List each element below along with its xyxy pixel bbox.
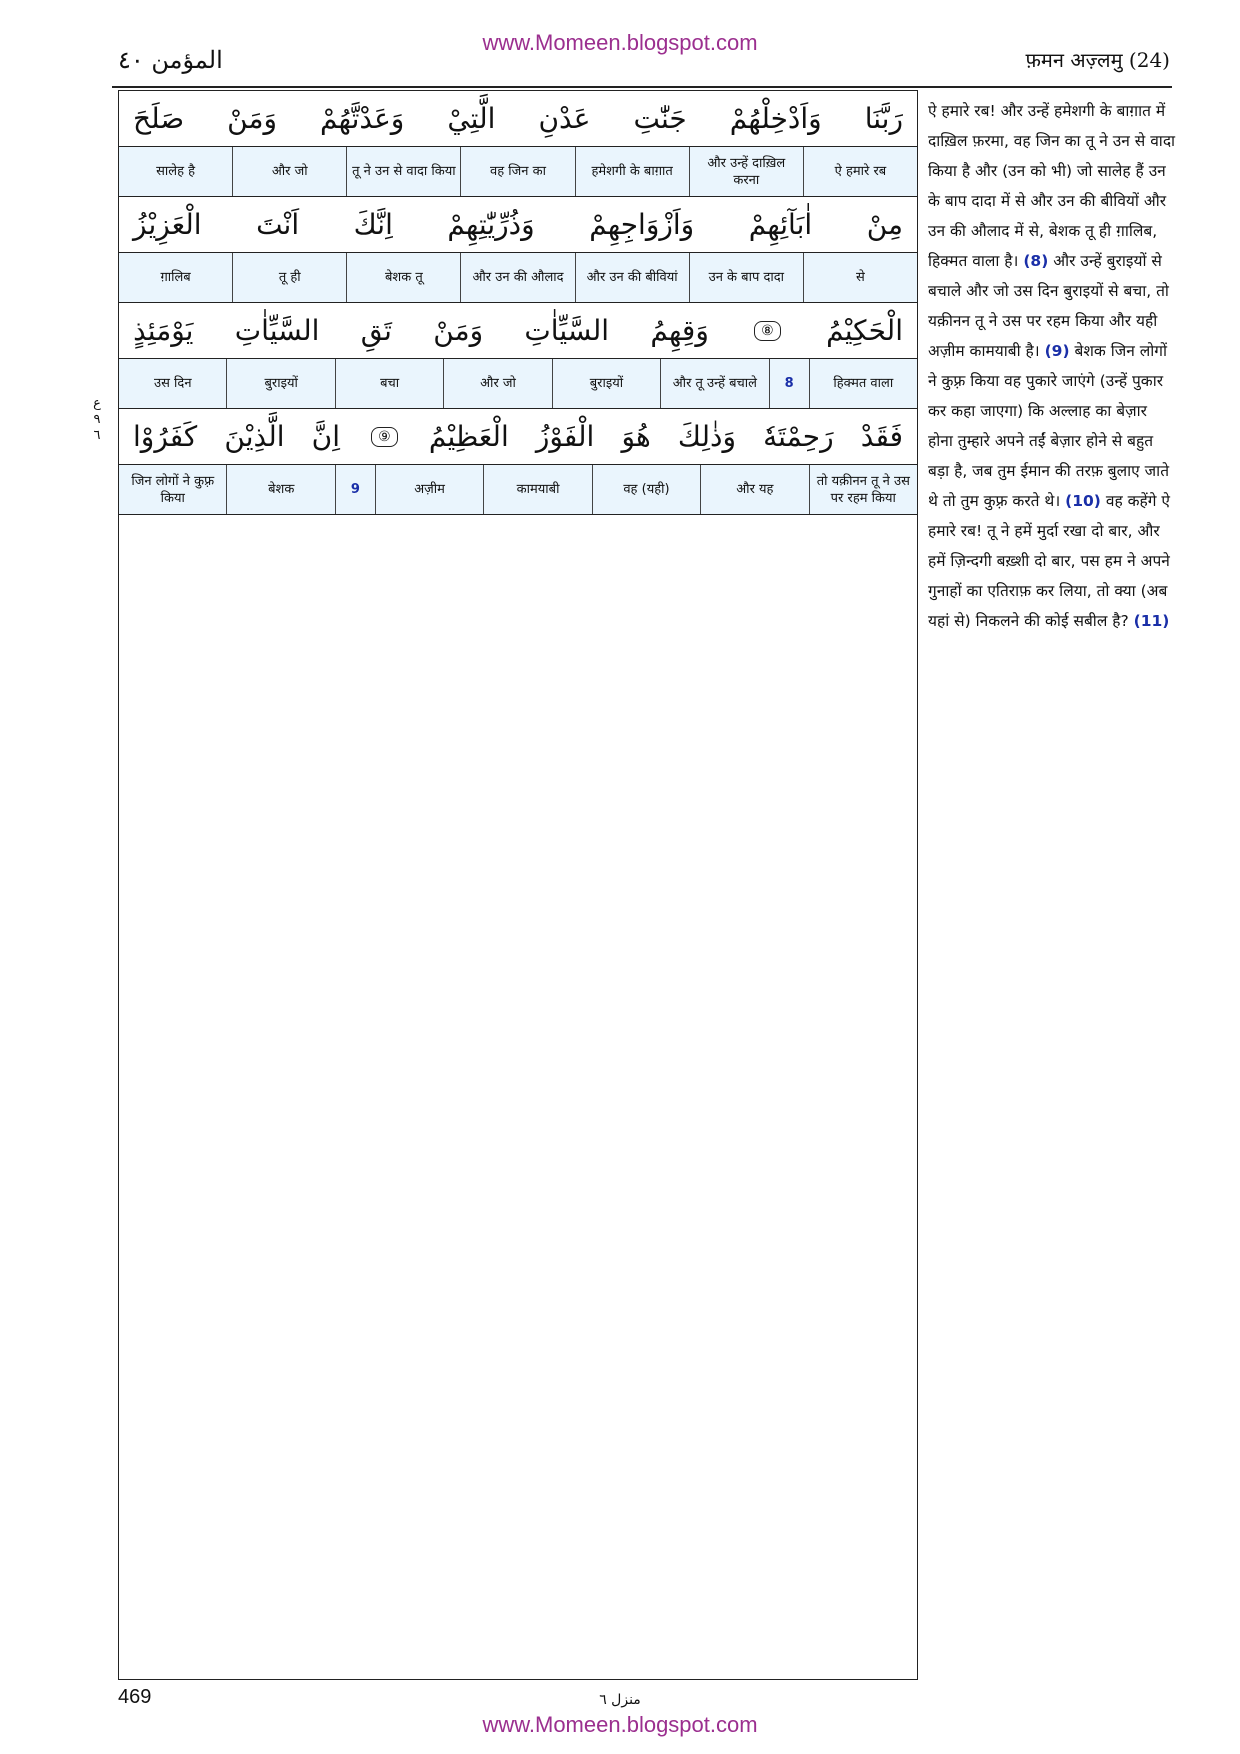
- translation-row: [119, 253, 917, 303]
- verse-number-cell: 8: [769, 359, 809, 408]
- arabic-word: اِنَّكَ: [353, 208, 393, 241]
- verse-end-marker: ⑧: [754, 321, 781, 341]
- arabic-word: الْعَزِيْزُ: [133, 208, 202, 241]
- translation-row: [119, 147, 917, 197]
- verse-number: (10): [1065, 492, 1101, 510]
- verse-number: (11): [1133, 612, 1170, 630]
- side-paragraph: वह कहेंगे ऐ हमारे रब! तू ने हमें मुर्दा रखा दो बार, और हमें ज़िन्दगी बख़्शी दो बार, पस हम ने अपने गुनाहों का एतिराफ़ कर लिया, तो क्या (अब यहां से) निकलने की कोई सबील है?: [928, 492, 1170, 630]
- translation-cell: उस दिन: [154, 376, 192, 391]
- translation-cell: बुराइयों: [226, 359, 334, 408]
- translation-cell: बेशक तू: [346, 253, 460, 302]
- translation-cell: कामयाबी: [483, 465, 591, 514]
- arabic-word: وَذُرِّيّٰتِهِمْ: [447, 208, 535, 241]
- arabic-word: اِنَّ: [311, 420, 341, 453]
- arabic-verse-line: [119, 91, 917, 147]
- ruku-margin-note: [86, 396, 108, 444]
- arabic-word: كَفَرُوْا: [133, 420, 198, 453]
- arabic-word: جَنّٰتِ: [633, 102, 687, 135]
- header-rule: [112, 86, 1172, 88]
- translation-cell: बुराइयों: [552, 359, 660, 408]
- verse-number-cell: 9: [335, 465, 375, 514]
- arabic-word: وَمَنْ: [433, 314, 484, 347]
- arabic-word: رَحِمْتَهٗ: [763, 420, 834, 453]
- translation-cell: और तू उन्हें बचाले: [660, 359, 768, 408]
- arabic-word: فَقَدْ: [860, 420, 903, 453]
- translation-cell: और उन की औलाद: [460, 253, 574, 302]
- arabic-word: رَبَّنَا: [864, 102, 903, 135]
- translation-cell: ग़ालिब: [160, 270, 191, 285]
- verse-end-marker: ⑨: [371, 427, 398, 447]
- arabic-word: السَّيِّاٰتِ: [524, 314, 610, 347]
- footer-url: www.Momeen.blogspot.com: [482, 1712, 758, 1737]
- arabic-word: هُوَ: [621, 420, 651, 453]
- translation-cell: उन के बाप दादा: [689, 253, 803, 302]
- translation-cell: (यही) वह: [592, 465, 700, 514]
- arabic-word: السَّيِّاٰتِ: [234, 314, 320, 347]
- surah-title: المؤمن ٤٠: [118, 46, 223, 74]
- arabic-word: وَاَدْخِلْهُمْ: [729, 102, 822, 135]
- arabic-word: وَاَزْوَاجِهِمْ: [589, 208, 695, 241]
- translation-cell: और जो: [443, 359, 551, 408]
- arabic-word: الْعَظِيْمُ: [428, 420, 509, 453]
- arabic-word: الْحَكِيْمُ: [826, 314, 903, 347]
- translation-cell: बेशक: [226, 465, 334, 514]
- arabic-word: يَوْمَئِذٍ: [133, 314, 194, 347]
- header-url: www.Momeen.blogspot.com: [482, 30, 758, 55]
- translation-cell: सालेह है: [156, 164, 196, 179]
- side-paragraph: और उन्हें बुराइयों से बचाले और जो उस दिन बुराइयों से बचा, तो यक़ीनन तू ने उस पर रहम किया और यही अज़ीम कामयाबी है।: [928, 252, 1169, 360]
- translation-cell: अज़ीम: [375, 465, 483, 514]
- translation-cell: हिक्मत वाला: [809, 359, 917, 408]
- arabic-word: الَّذِيْنَ: [224, 420, 285, 453]
- translation-cell: वह जिन का: [460, 147, 574, 196]
- manzil-label: منزل ٦: [599, 1692, 641, 1708]
- side-paragraph: ऐ हमारे रब! और उन्हें हमेशगी के बाग़ात में दाख़िल फ़रमा, वह जिन का तू ने उन से वादा किया है और (उन को भी) जो सालेह हैं उन के बाप दादा में से और उन की बीवियों और उन की औलाद में से, बेशक तू ही ग़ालिब, हिक्मत वाला है।: [928, 102, 1176, 270]
- translation-cell: जिन लोगों ने कुफ़्र किया: [131, 473, 215, 506]
- arabic-word: وَذٰلِكَ: [677, 420, 736, 453]
- verse-number: (9): [1044, 342, 1070, 360]
- hindi-translation-column: [928, 96, 1176, 636]
- juz-title: फ़मन अज़्लमु (24): [1025, 48, 1170, 72]
- page-number: 469: [118, 1686, 152, 1708]
- arabic-word: اٰبَآئِهِمْ: [748, 208, 813, 241]
- translation-cell: और यह: [700, 465, 808, 514]
- translation-cell: से: [803, 253, 917, 302]
- arabic-verse-line: [119, 303, 917, 359]
- translation-cell: और उन्हें दाख़िल करना: [689, 147, 803, 196]
- translation-cell: और उन की बीवियां: [575, 253, 689, 302]
- arabic-verse-line: [119, 197, 917, 253]
- translation-cell: ऐ हमारे रब: [803, 147, 917, 196]
- translation-cell: हमेशगी के बाग़ात: [575, 147, 689, 196]
- translation-row: [119, 359, 917, 409]
- arabic-word: صَلَحَ: [133, 102, 185, 135]
- arabic-word: الَّتِيْ: [447, 102, 496, 135]
- arabic-word: تَقِ: [360, 314, 392, 347]
- margin-glyph: ع: [93, 396, 101, 411]
- margin-glyph: ٦: [93, 428, 101, 443]
- translation-cell: और जो: [232, 147, 346, 196]
- arabic-word: اَنْتَ: [256, 208, 300, 241]
- side-paragraph: बेशक जिन लोगों ने कुफ़्र किया वह पुकारे जाएंगे (उन्हें पुकार कर कहा जाएगा) कि अल्लाह का बेज़ार होना तुम्हारे अपने तईं बेज़ार होने से बहुत बड़ा है, जब तुम ईमान की तरफ़ बुलाए जाते थे तो तुम कुफ़्र करते थे।: [928, 342, 1170, 510]
- arabic-word: وَعَدْتَّهُمْ: [320, 102, 405, 135]
- arabic-word: وَمَنْ: [227, 102, 278, 135]
- translation-cell: बचा: [335, 359, 443, 408]
- word-by-word-block: [118, 90, 918, 1680]
- translation-cell: तू ही: [232, 253, 346, 302]
- arabic-word: وَقِهِمُ: [650, 314, 709, 347]
- margin-glyph: ٩: [93, 412, 101, 427]
- translation-cell: तो यक़ीनन तू ने उस पर रहम किया: [809, 465, 917, 514]
- arabic-word: الْفَوْزُ: [535, 420, 595, 453]
- arabic-verse-line: [119, 409, 917, 465]
- arabic-word: عَدْنِ: [538, 102, 591, 135]
- translation-cell: तू ने उन से वादा किया: [346, 147, 460, 196]
- verse-number: (8): [1023, 252, 1049, 270]
- arabic-word: مِنْ: [866, 208, 903, 241]
- translation-row: [119, 465, 917, 515]
